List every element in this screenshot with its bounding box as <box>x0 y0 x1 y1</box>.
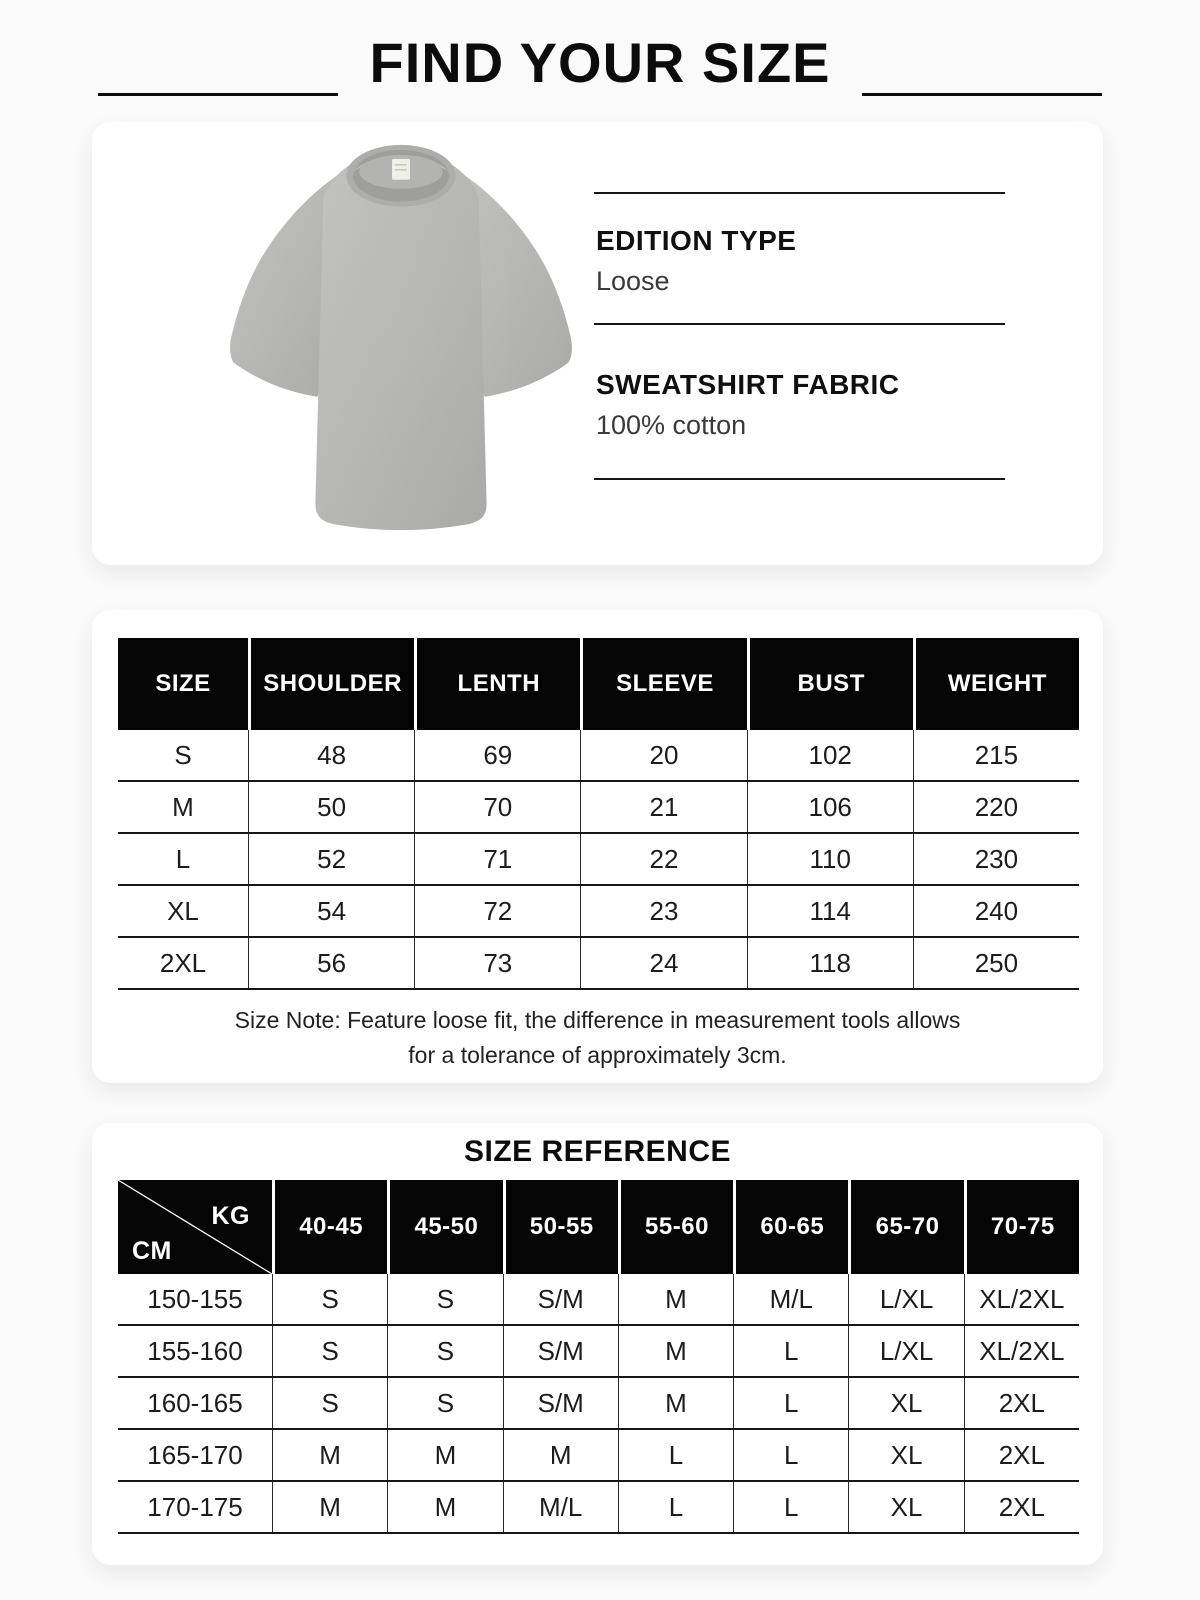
product-card <box>92 122 1103 565</box>
recommended-size: L <box>733 1326 848 1376</box>
tshirt-illustration <box>187 130 615 558</box>
recommended-size: M <box>618 1274 733 1324</box>
recommended-size: XL <box>848 1378 963 1428</box>
recommended-size: S/M <box>503 1326 618 1376</box>
reference-row <box>118 1274 1079 1326</box>
col-header-weight: WEIGHT <box>913 638 1079 730</box>
recommended-size: M <box>618 1326 733 1376</box>
size-reference-header <box>118 1180 1079 1274</box>
cell-value: 56 <box>248 938 414 988</box>
reference-row <box>118 1482 1079 1534</box>
reference-row <box>118 1430 1079 1482</box>
measurements-table <box>118 638 1079 990</box>
size-note <box>92 1003 1103 1073</box>
cell-value: 114 <box>747 886 913 936</box>
measurements-table-header <box>118 638 1079 730</box>
cell-size: L <box>175 843 191 874</box>
cell-value: 50 <box>248 782 414 832</box>
cell-value: 20 <box>580 730 746 780</box>
spec-value-edition-type: Loose <box>596 266 670 296</box>
product-image <box>187 130 615 558</box>
cell-value: 48 <box>248 730 414 780</box>
spec-divider <box>594 478 1005 480</box>
weight-col-header: 40-45 <box>272 1180 387 1274</box>
height-range: 150-155 <box>147 1283 243 1314</box>
recommended-size: S <box>387 1326 502 1376</box>
measurements-card <box>92 610 1103 1083</box>
cell-value: 52 <box>248 834 414 884</box>
cell-size: 2XL <box>159 947 207 978</box>
recommended-size: XL <box>848 1430 963 1480</box>
recommended-size: M <box>387 1430 502 1480</box>
height-range: 170-175 <box>147 1491 243 1522</box>
height-range: 155-160 <box>147 1335 243 1366</box>
page-title: FIND YOUR SIZE <box>369 31 831 94</box>
cell-value: 70 <box>414 782 580 832</box>
weight-col-header: 65-70 <box>848 1180 963 1274</box>
table-row-l <box>118 834 1079 886</box>
spec-divider <box>594 192 1005 194</box>
recommended-size: L <box>733 1378 848 1428</box>
col-header-bust: BUST <box>747 638 913 730</box>
recommended-size: S/M <box>503 1274 618 1324</box>
recommended-size: M <box>503 1430 618 1480</box>
recommended-size: L <box>733 1482 848 1532</box>
recommended-size: S <box>272 1326 387 1376</box>
recommended-size: XL/2XL <box>964 1326 1079 1376</box>
recommended-size: M <box>272 1482 387 1532</box>
cell-value: 230 <box>913 834 1079 884</box>
weight-col-header: 60-65 <box>733 1180 848 1274</box>
col-header-shoulder: SHOULDER <box>248 638 414 730</box>
recommended-size: S <box>272 1378 387 1428</box>
size-reference-table <box>118 1180 1079 1534</box>
recommended-size: L/XL <box>848 1326 963 1376</box>
cell-value: 215 <box>913 730 1079 780</box>
cell-value: 110 <box>747 834 913 884</box>
size-reference-title: SIZE REFERENCE <box>463 1135 732 1168</box>
cell-value: 240 <box>913 886 1079 936</box>
weight-col-header: 55-60 <box>618 1180 733 1274</box>
recommended-size: L <box>618 1430 733 1480</box>
corner-header-cell <box>118 1180 272 1274</box>
recommended-size: S/M <box>503 1378 618 1428</box>
recommended-size: S <box>387 1274 502 1324</box>
recommended-size: 2XL <box>964 1378 1079 1428</box>
recommended-size: M/L <box>733 1274 848 1324</box>
cell-value: 24 <box>580 938 746 988</box>
corner-label-kg: KG <box>211 1202 250 1230</box>
reference-row <box>118 1326 1079 1378</box>
spec-label-edition-type: EDITION TYPE <box>596 225 797 256</box>
table-row-m <box>118 782 1079 834</box>
recommended-size: XL/2XL <box>964 1274 1079 1324</box>
cell-value: 250 <box>913 938 1079 988</box>
weight-col-header: 70-75 <box>964 1180 1079 1274</box>
cell-value: 69 <box>414 730 580 780</box>
cell-value: 106 <box>747 782 913 832</box>
cell-value: 72 <box>414 886 580 936</box>
recommended-size: 2XL <box>964 1430 1079 1480</box>
recommended-size: XL <box>848 1482 963 1532</box>
product-specs <box>594 122 1005 565</box>
cell-value: 54 <box>248 886 414 936</box>
size-reference-card <box>92 1123 1103 1565</box>
cell-value: 71 <box>414 834 580 884</box>
cell-value: 73 <box>414 938 580 988</box>
cell-value: 118 <box>747 938 913 988</box>
height-range: 160-165 <box>147 1387 243 1418</box>
page-header <box>0 30 1200 102</box>
size-note-line2: for a tolerance of approximately 3cm. <box>408 1042 787 1068</box>
cell-size: M <box>172 791 194 822</box>
recommended-size: M/L <box>503 1482 618 1532</box>
recommended-size: M <box>272 1430 387 1480</box>
cell-value: 220 <box>913 782 1079 832</box>
col-header-size: SIZE <box>118 638 248 730</box>
recommended-size: S <box>387 1378 502 1428</box>
col-header-lenth: LENTH <box>414 638 580 730</box>
recommended-size: L <box>733 1430 848 1480</box>
spec-divider <box>594 323 1005 325</box>
weight-col-header: 45-50 <box>387 1180 502 1274</box>
cell-value: 22 <box>580 834 746 884</box>
spec-label-fabric: SWEATSHIRT FABRIC <box>596 369 900 400</box>
spec-value-fabric: 100% cotton <box>596 410 747 440</box>
title-rule-right <box>862 93 1102 96</box>
recommended-size: M <box>618 1378 733 1428</box>
size-note-line1: Size Note: Feature loose fit, the difference in measurement tools allows <box>234 1007 961 1033</box>
recommended-size: S <box>272 1274 387 1324</box>
col-header-sleeve: SLEEVE <box>580 638 746 730</box>
reference-row <box>118 1378 1079 1430</box>
height-range: 165-170 <box>147 1439 243 1470</box>
table-row-2xl <box>118 938 1079 990</box>
recommended-size: L <box>618 1482 733 1532</box>
cell-size: S <box>174 739 192 770</box>
table-row-s <box>118 730 1079 782</box>
cell-value: 23 <box>580 886 746 936</box>
cell-size: XL <box>167 895 199 926</box>
recommended-size: L/XL <box>848 1274 963 1324</box>
corner-label-cm: CM <box>132 1237 172 1265</box>
cell-value: 102 <box>747 730 913 780</box>
recommended-size: M <box>387 1482 502 1532</box>
recommended-size: 2XL <box>964 1482 1079 1532</box>
cell-value: 21 <box>580 782 746 832</box>
table-row-xl <box>118 886 1079 938</box>
weight-col-header: 50-55 <box>503 1180 618 1274</box>
